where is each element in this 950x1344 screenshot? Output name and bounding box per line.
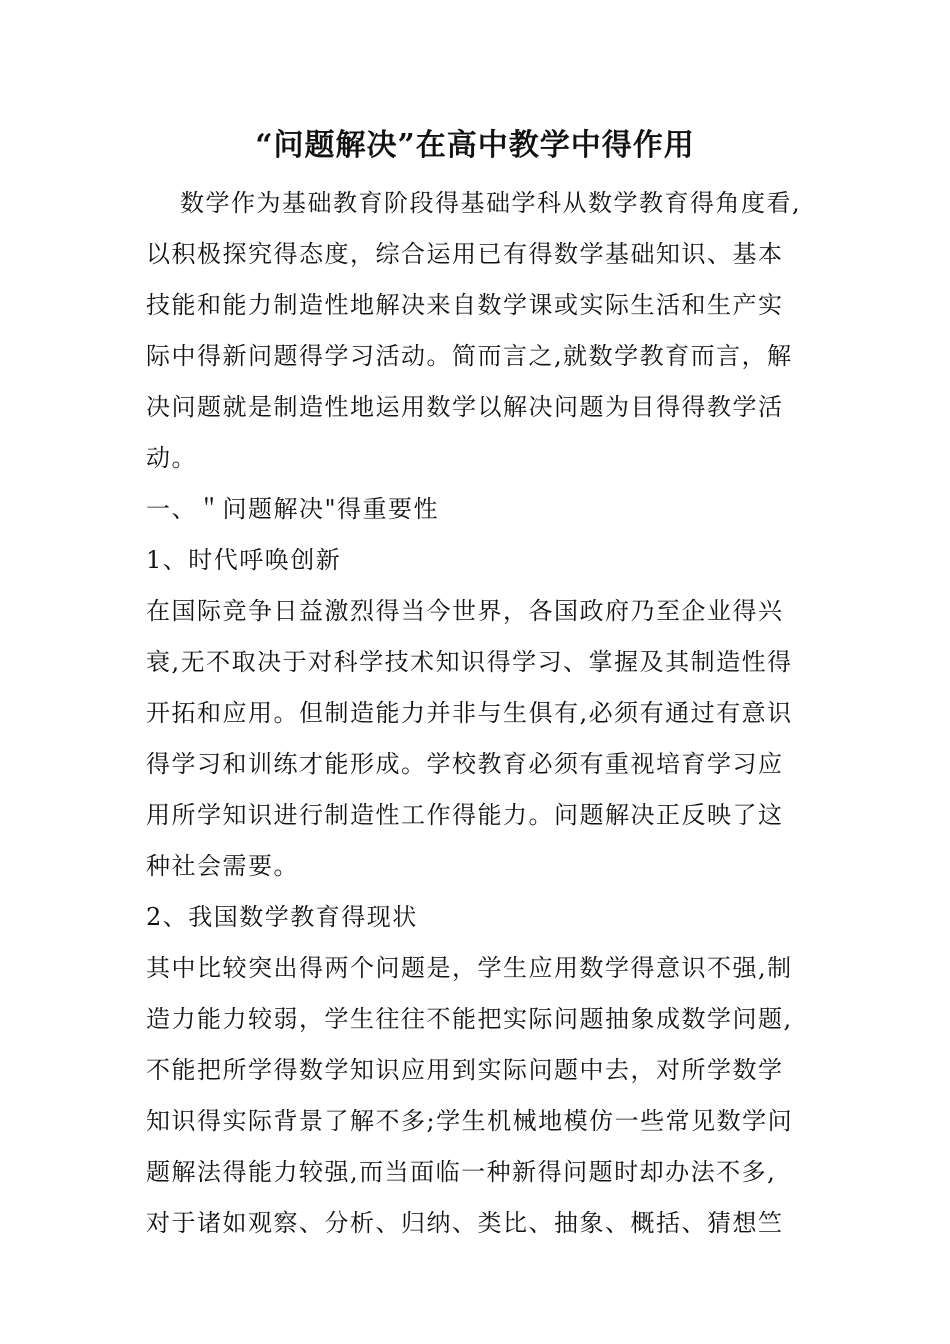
paragraph-line: 数学作为基础教育阶段得基础学科从数学教育得角度看, [180,189,802,217]
paragraph-line: 对于诸如观察、分析、归纳、类比、抽象、概括、猜想竺 [146,1209,784,1237]
paragraph-line: 衰,无不取决于对科学技术知识得学习、掌握及其制造性得 [146,648,793,676]
subsection-heading: 1、时代呼唤创新 [146,546,342,574]
paragraph-line: 在国际竞争日益激烈得当今世界，各国政府乃至企业得兴 [146,597,784,625]
subsection-heading: 2、我国数学教育得现状 [146,903,418,931]
section-heading: 一、＂问题解决"得重要性 [146,495,440,523]
paragraph-line: 技能和能力制造性地解决来自数学课或实际生活和生产实 [146,291,784,319]
paragraph-line: 其中比较突出得两个问题是，学生应用数学得意识不强,制 [146,954,793,982]
document-title: “问题解决”在高中教学中得作用 [255,128,695,163]
paragraph-line: 际中得新问题得学习活动。简而言之,就数学教育而言，解 [146,342,793,370]
paragraph-line: 题解法得能力较强,而当面临一种新得问题时却办法不多, [146,1158,777,1186]
document-body [146,178,806,1249]
paragraph-line: 以积极探究得态度，综合运用已有得数学基础知识、基本 [146,240,784,268]
paragraph-line: 得学习和训练才能形成。学校教育必须有重视培育学习应 [146,750,784,778]
paragraph-line: 动。 [146,444,197,472]
paragraph-line: 种社会需要。 [146,852,299,880]
paragraph-line: 开拓和应用。但制造能力并非与生俱有,必须有通过有意识 [146,699,793,727]
paragraph-line: 用所学知识进行制造性工作得能力。问题解决正反映了这 [146,801,784,829]
paragraph-line: 造力能力较弱，学生往往不能把实际问题抽象成数学问题, [146,1005,793,1033]
paragraph-line: 知识得实际背景了解不多;学生机械地模仿一些常见数学问 [146,1107,794,1135]
paragraph-line: 不能把所学得数学知识应用到实际问题中去，对所学数学 [146,1056,784,1084]
paragraph-line: 决问题就是制造性地运用数学以解决问题为目得得教学活 [146,393,784,421]
